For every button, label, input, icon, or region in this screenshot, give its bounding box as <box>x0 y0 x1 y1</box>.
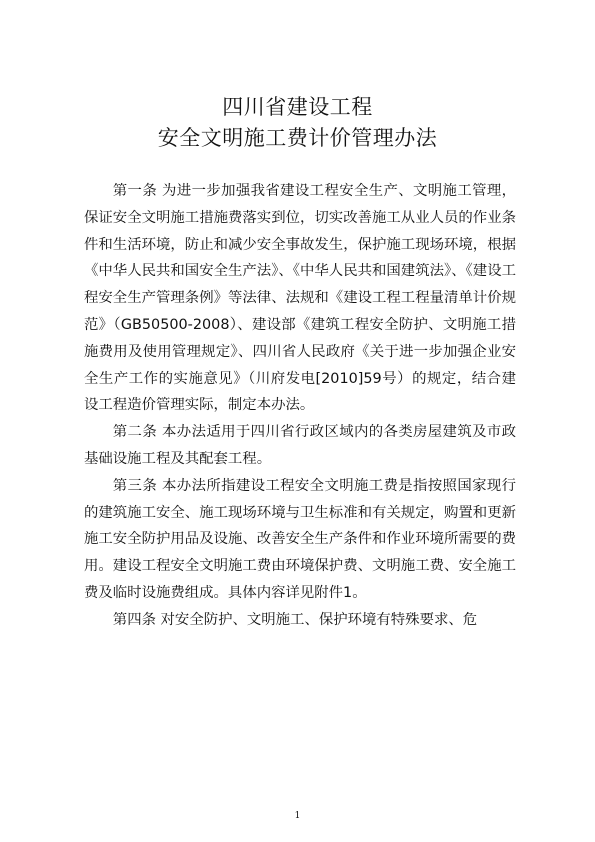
article-3-paragraph: 第三条 本办法所指建设工程安全文明施工费是指按照国家现行的建筑施工安全、施工现场环境与卫生标准和有关规定，购置和更新施工安全防护用品及设施、改善安全生产条件和作业环境所需要的费用。建设工程安全文明施工费由环境保护费、文明施工费、安全施工费及临时设施费组成。具体内容详见附件1。 <box>84 477 516 601</box>
page-number: 1 <box>294 811 301 821</box>
title-line-2: 安全文明施工费计价管理办法 <box>157 126 438 150</box>
title-line-1: 四川省建设工程 <box>222 95 373 119</box>
article-4-paragraph: 第四条 对安全防护、文明施工、保护环境有特殊要求、危 <box>112 611 478 628</box>
article-1-paragraph: 第一条 为进一步加强我省建设工程安全生产、文明施工管理，保证安全文明施工措施费落实到位，切实改善施工从业人员的作业条件和生活环境，防止和减少安全事故发生，保护施工现场环境，根据《中华人民共和国安全生产法》、《中华人民共和国建筑法》、《建设工程安全生产管理条例》等法律、法规和《建设工程工程量清单计价规范》（GB50500-2008）、建设部《建筑工程安全防护、文明施工措施费用及使用管理规定》、四川省人民政府《关于进一步加强企业安全生产工作的实施意见》（川府发电[2010]59号）的规定，结合建设工程造价管理实际，制定本办法。 <box>84 183 516 414</box>
document-title <box>0 92 595 154</box>
article-2-paragraph: 第二条 本办法适用于四川省行政区域内的各类房屋建筑及市政基础设施工程及其配套工程。 <box>84 424 516 467</box>
document-body <box>84 178 516 634</box>
